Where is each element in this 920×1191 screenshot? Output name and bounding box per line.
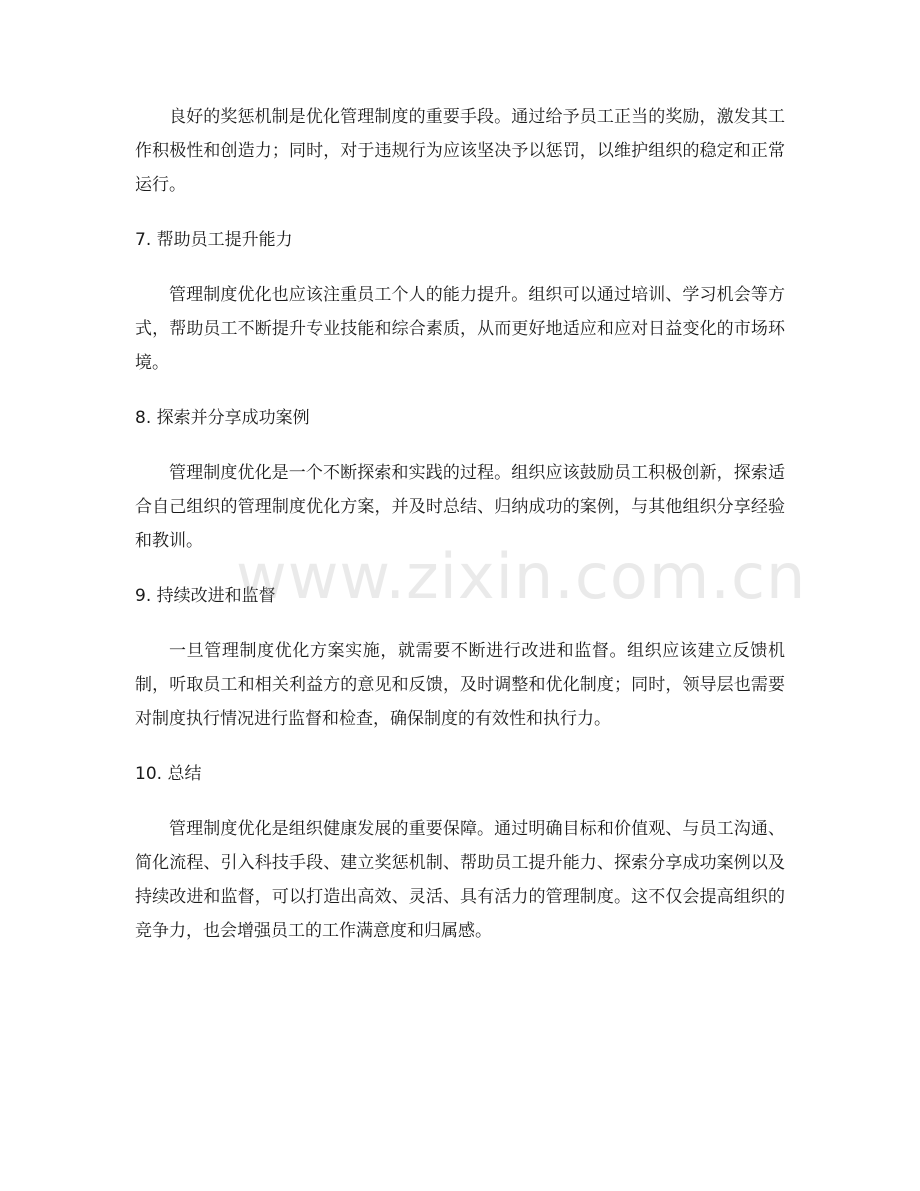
document-body xyxy=(135,100,785,969)
paragraph-employee-capability: 管理制度优化也应该注重员工个人的能力提升。组织可以通过培训、学习机会等方式，帮助员工不断提升专业技能和综合素质，从而更好地适应和应对日益变化的市场环境。 xyxy=(135,285,785,373)
paragraph-success-cases: 管理制度优化是一个不断探索和实践的过程。组织应该鼓励员工积极创新，探索适合自己组织的管理制度优化方案，并及时总结、归纳成功的案例，与其他组织分享经验和教训。 xyxy=(135,463,785,551)
heading-section-7: 7. 帮助员工提升能力 xyxy=(135,230,293,250)
paragraph-continuous-improvement: 一旦管理制度优化方案实施，就需要不断进行改进和监督。组织应该建立反馈机制，听取员工和相关利益方的意见和反馈，及时调整和优化制度；同时，领导层也需要对制度执行情况进行监督和检查，确保制度的有效性和执行力。 xyxy=(135,641,785,729)
heading-section-9: 9. 持续改进和监督 xyxy=(135,586,276,606)
heading-section-8: 8. 探索并分享成功案例 xyxy=(135,408,310,428)
paragraph-summary: 管理制度优化是组织健康发展的重要保障。通过明确目标和价值观、与员工沟通、简化流程、引入科技手段、建立奖惩机制、帮助员工提升能力、探索分享成功案例以及持续改进和监督，可以打造出高效、灵活、具有活力的管理制度。这不仅会提高组织的竞争力，也会增强员工的工作满意度和归属感。 xyxy=(135,819,785,941)
watermark: www.zixin.com.cn xyxy=(236,540,807,613)
paragraph-reward-punishment: 良好的奖惩机制是优化管理制度的重要手段。通过给予员工正当的奖励，激发其工作积极性和创造力；同时，对于违规行为应该坚决予以惩罚，以维护组织的稳定和正常运行。 xyxy=(135,107,785,195)
heading-section-10: 10. 总结 xyxy=(135,764,202,784)
